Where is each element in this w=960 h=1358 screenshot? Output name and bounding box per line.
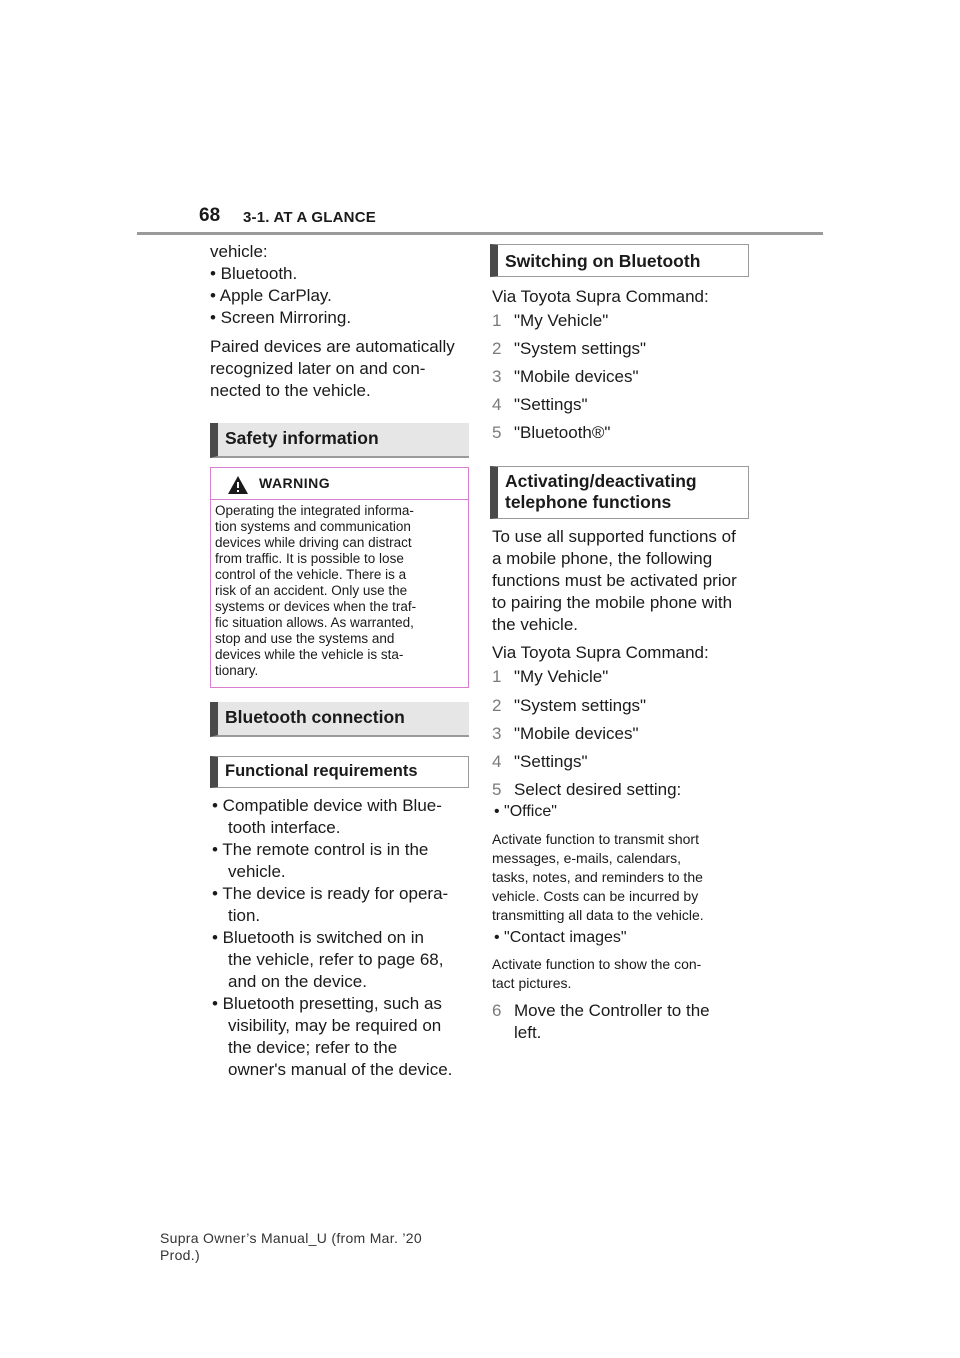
safety-information-heading bbox=[210, 423, 469, 458]
paragraph-line: To use all supported functions of bbox=[492, 527, 736, 546]
requirement-line: the device; refer to the bbox=[228, 1038, 398, 1057]
warning-line: stop and use the systems and bbox=[215, 631, 395, 646]
note-line: Activate function to transmit short bbox=[492, 831, 699, 847]
note-line: vehicle. Costs can be incurred by bbox=[492, 888, 699, 904]
requirement-line: visibility, may be required on bbox=[228, 1016, 442, 1035]
step-number: 3 bbox=[492, 367, 502, 386]
requirement-line: • The device is ready for opera- bbox=[212, 884, 449, 903]
functional-requirements-heading bbox=[210, 756, 469, 788]
warning-line: risk of an accident. Only use the bbox=[215, 583, 408, 598]
requirement-line: • Compatible device with Blue- bbox=[212, 796, 442, 815]
warning-label: WARNING bbox=[259, 475, 331, 491]
step-item bbox=[492, 310, 501, 332]
intro-line: vehicle: bbox=[210, 242, 268, 261]
step-number: 1 bbox=[492, 311, 502, 330]
requirement-line: • The remote control is in the bbox=[212, 840, 429, 859]
requirement-line: owner's manual of the device. bbox=[228, 1060, 453, 1079]
step-item bbox=[492, 1000, 501, 1022]
intro-line: nected to the vehicle. bbox=[210, 381, 371, 400]
intro-line: • Bluetooth. bbox=[210, 264, 298, 283]
step-text: "System settings" bbox=[514, 339, 647, 358]
step-number: 4 bbox=[492, 395, 502, 414]
step-text: "Mobile devices" bbox=[514, 367, 639, 386]
step-item bbox=[492, 338, 501, 360]
step-number: 2 bbox=[492, 339, 502, 358]
via-command-text: Via Toyota Supra Command: bbox=[492, 643, 709, 662]
step-number: 6 bbox=[492, 1001, 502, 1020]
note-line: tact pictures. bbox=[492, 975, 572, 991]
note-line: tasks, notes, and reminders to the bbox=[492, 869, 703, 885]
warning-line: devices while driving can distract bbox=[215, 535, 412, 550]
note-line: messages, e-mails, calendars, bbox=[492, 850, 682, 866]
warning-triangle-icon bbox=[227, 475, 249, 495]
heading-label: Functional requirements bbox=[225, 762, 418, 780]
warning-line: systems or devices when the traf- bbox=[215, 599, 417, 614]
page-number: 68 bbox=[199, 205, 221, 226]
intro-line: • Apple CarPlay. bbox=[210, 286, 332, 305]
heading-label: Safety information bbox=[225, 428, 379, 448]
note-line: Activate function to show the con- bbox=[492, 956, 702, 972]
warning-line: tion systems and communication bbox=[215, 519, 411, 534]
bluetooth-connection-heading bbox=[210, 702, 469, 737]
requirement-line: tion. bbox=[228, 906, 261, 925]
intro-line: Paired devices are automatically bbox=[210, 337, 455, 356]
paragraph-line: a mobile phone, the following bbox=[492, 549, 713, 568]
note-line: transmitting all data to the vehicle. bbox=[492, 907, 704, 923]
warning-line: Operating the integrated informa- bbox=[215, 503, 414, 518]
warning-line: fic situation allows. As warranted, bbox=[215, 615, 414, 630]
requirement-line: vehicle. bbox=[228, 862, 286, 881]
warning-header bbox=[211, 468, 468, 500]
step-number: 4 bbox=[492, 752, 502, 771]
requirement-line: tooth interface. bbox=[228, 818, 341, 837]
footer-manual-title bbox=[160, 1230, 422, 1264]
step-text: "Settings" bbox=[514, 395, 588, 414]
step-text: Move the Controller to the bbox=[514, 1001, 710, 1020]
heading-label: Bluetooth connection bbox=[225, 707, 405, 727]
footer-line: Supra Owner’s Manual_U (from Mar. ’20 bbox=[160, 1230, 422, 1246]
via-command-text: Via Toyota Supra Command: bbox=[492, 287, 709, 306]
warning-line: control of the vehicle. There is a bbox=[215, 567, 407, 582]
footer-line: Prod.) bbox=[160, 1247, 200, 1263]
activating-telephone-functions-heading bbox=[490, 466, 749, 519]
office-option: • "Office" bbox=[494, 803, 557, 820]
step-number: 3 bbox=[492, 724, 502, 743]
step-item bbox=[492, 723, 501, 745]
warning-line: tionary. bbox=[215, 663, 259, 678]
paragraph-line: to pairing the mobile phone with bbox=[492, 593, 733, 612]
warning-box bbox=[210, 467, 469, 688]
step-text: "Bluetooth®" bbox=[514, 423, 611, 442]
contact-images-option: • "Contact images" bbox=[494, 929, 627, 946]
switching-on-bluetooth-heading bbox=[490, 244, 749, 277]
step-text: Select desired setting: bbox=[514, 780, 682, 799]
paragraph-line: the vehicle. bbox=[492, 615, 578, 634]
requirement-line: the vehicle, refer to page 68, bbox=[228, 950, 444, 969]
step-item bbox=[492, 422, 501, 444]
step-item bbox=[492, 751, 501, 773]
heading-label: telephone functions bbox=[505, 492, 672, 512]
warning-line: from traffic. It is possible to lose bbox=[215, 551, 404, 566]
requirement-line: • Bluetooth presetting, such as bbox=[212, 994, 442, 1013]
intro-line: recognized later on and con- bbox=[210, 359, 426, 378]
step-number: 5 bbox=[492, 423, 502, 442]
section-title: 3-1. AT A GLANCE bbox=[243, 209, 376, 226]
step-text: "My Vehicle" bbox=[514, 667, 609, 686]
step-item bbox=[492, 394, 501, 416]
step-item bbox=[492, 666, 501, 688]
step-text: "System settings" bbox=[514, 696, 647, 715]
step-number: 2 bbox=[492, 696, 502, 715]
step-item bbox=[492, 695, 501, 717]
paragraph-line: functions must be activated prior bbox=[492, 571, 737, 590]
step-text: "Mobile devices" bbox=[514, 724, 639, 743]
step-number: 5 bbox=[492, 780, 502, 799]
step-text: "Settings" bbox=[514, 752, 588, 771]
warning-line: devices while the vehicle is sta- bbox=[215, 647, 404, 662]
heading-label: Switching on Bluetooth bbox=[505, 251, 701, 271]
step-item bbox=[492, 366, 501, 388]
intro-line: • Screen Mirroring. bbox=[210, 308, 352, 327]
step-text: left. bbox=[514, 1023, 542, 1042]
step-text: "My Vehicle" bbox=[514, 311, 609, 330]
header-rule bbox=[137, 232, 823, 235]
step-number: 1 bbox=[492, 667, 502, 686]
heading-label: Activating/deactivating bbox=[505, 471, 697, 491]
requirement-line: and on the device. bbox=[228, 972, 367, 991]
step-item bbox=[492, 779, 501, 801]
requirement-line: • Bluetooth is switched on in bbox=[212, 928, 424, 947]
